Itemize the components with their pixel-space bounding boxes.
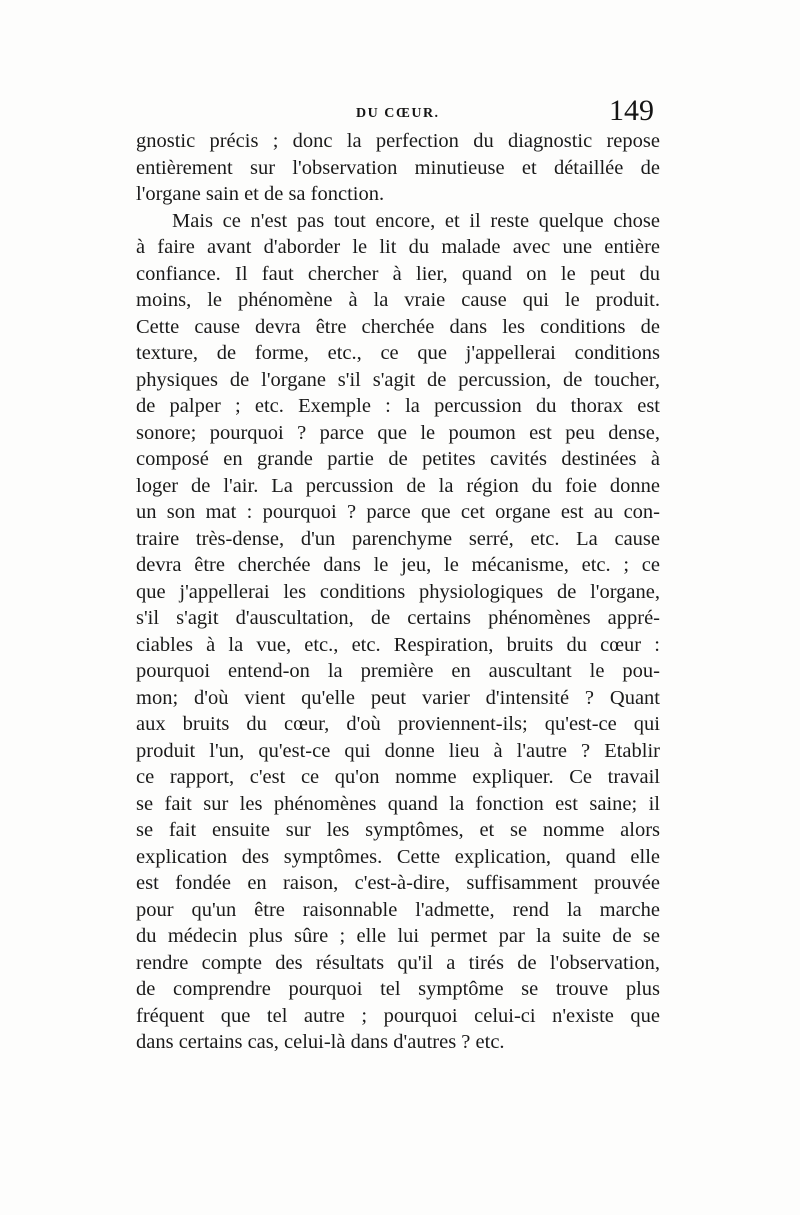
text-line: rendre compte des résultats qu'il a tirés de l'observation, <box>136 951 660 974</box>
running-head-title: DU CŒUR. <box>356 106 440 121</box>
text-line: de comprendre pourquoi tel symptôme se trouve plus <box>136 978 660 1000</box>
text-line: produit l'un, qu'est-ce qui donne lieu à l'autre ? Etablir <box>136 739 660 762</box>
text-line: pour qu'un être raisonnable l'admette, rend la marche <box>136 898 660 921</box>
text-line: se fait ensuite sur les symptômes, et se nomme alors <box>136 819 660 841</box>
text-line: explication des symptômes. Cette explication, quand elle <box>136 845 660 868</box>
text-line: un son mat : pourquoi ? parce que cet organe est au con- <box>136 501 660 523</box>
text-line: Cette cause devra être cherchée dans les conditions de <box>136 315 660 338</box>
text-line: s'il s'agit d'auscultation, de certains phénomènes appré- <box>136 607 660 629</box>
text-line: confiance. Il faut chercher à lier, quand on le peut du <box>136 262 660 285</box>
text-line: aux bruits du cœur, d'où proviennent-ils; qu'est-ce qui <box>136 713 660 735</box>
text-line: fréquent que tel autre ; pourquoi celui-ci n'existe que <box>136 1004 660 1027</box>
text-line: que j'appellerai les conditions physiologiques de l'organe, <box>136 580 660 603</box>
text-line: l'organe sain et de sa fonction. <box>136 183 385 205</box>
text-line: est fondée en raison, c'est-à-dire, suffisamment prouvée <box>136 872 660 894</box>
text-line: dans certains cas, celui-là dans d'autres ? etc. <box>136 1031 505 1053</box>
text-line: entièrement sur l'observation minutieuse et détaillée de <box>136 156 660 179</box>
page-number: 149 <box>609 94 654 127</box>
text-line: loger de l'air. La percussion de la région du foie donne <box>136 474 660 497</box>
text-line: du médecin plus sûre ; elle lui permet par la suite de se <box>136 925 660 947</box>
text-line: moins, le phénomène à la vraie cause qui le produit. <box>136 289 660 311</box>
text-line: texture, de forme, etc., ce que j'appellerai conditions <box>136 342 660 364</box>
text-line: se fait sur les phénomènes quand la fonction est saine; il <box>136 792 660 815</box>
text-line: composé en grande partie de petites cavités destinées à <box>136 448 660 470</box>
text-line: mon; d'où vient qu'elle peut varier d'intensité ? Quant <box>136 686 660 709</box>
text-line: sonore; pourquoi ? parce que le poumon est peu dense, <box>136 421 660 444</box>
text-line: à faire avant d'aborder le lit du malade avec une entière <box>136 236 660 258</box>
text-line: ciables à la vue, etc., etc. Respiration, bruits du cœur : <box>136 633 660 656</box>
text-line: Mais ce n'est pas tout encore, et il reste quelque chose <box>172 209 660 232</box>
running-head <box>136 96 660 130</box>
text-line: gnostic précis ; donc la perfection du diagnostic repose <box>136 130 660 152</box>
text-line: ce rapport, c'est ce qu'on nomme expliquer. Ce travail <box>136 766 660 788</box>
text-line: devra être cherchée dans le jeu, le mécanisme, etc. ; ce <box>136 554 660 576</box>
text-line: pourquoi entend-on la première en auscultant le pou- <box>136 660 660 682</box>
text-line: traire très-dense, d'un parenchyme serré, etc. La cause <box>136 527 660 550</box>
text-line: de palper ; etc. Exemple : la percussion du thorax est <box>136 395 660 417</box>
body-text <box>136 128 660 1056</box>
text-line: physiques de l'organe s'il s'agit de percussion, de toucher, <box>136 368 660 391</box>
